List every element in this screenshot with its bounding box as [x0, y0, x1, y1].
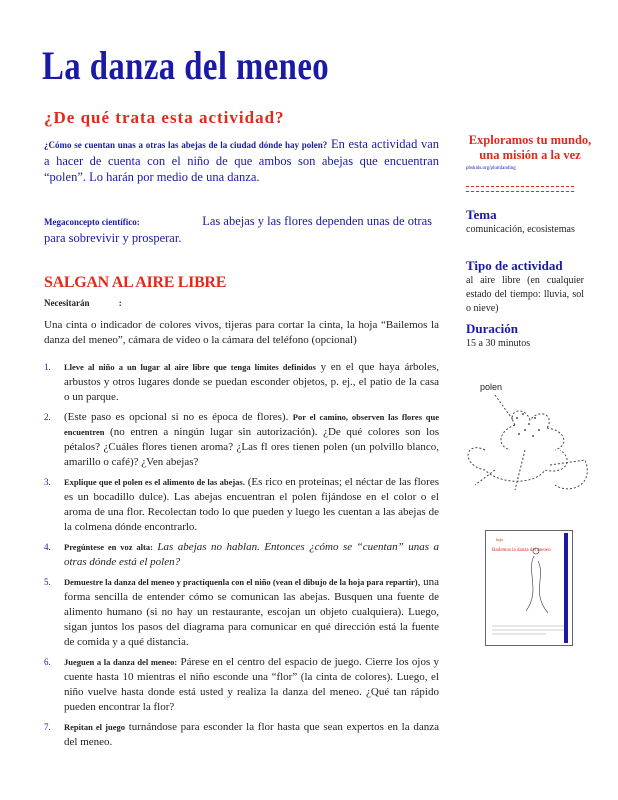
step-item: 4. Pregúntese en voz alta: Las abejas no hablan. Entonces ¿cómo se “cuentan” unas a otras dónde está el polen? [44, 541, 439, 568]
polen-label: polen [480, 382, 503, 392]
thumb-small: hoja [496, 537, 503, 542]
sidebar-title: Exploramos tu mundo, una misión a la vez [468, 133, 592, 162]
activity-question: ¿De qué trata esta actividad? [44, 108, 285, 127]
handout-preview [486, 531, 572, 645]
handout-thumbnail [485, 530, 573, 646]
duracion-label: Duración [466, 321, 518, 336]
needs-label: Necesitarán : [44, 298, 122, 308]
intro-text: En esta actividad van a hacer de cuenta con el niño de que ambos son abejas que encuentran “polen”. Lo harán por medio de una danza. [44, 137, 439, 184]
intro-paragraph [44, 136, 439, 185]
step-item: 2. (Este paso es opcional si no es época de flores). Por el camino, observen las flores que encuentren (no entren a ningún lugar sin autorización). ¿De qué colores son los pétalos? ¿Cuáles flores tienen aroma? ¿Las fl ores tienen polen (un polvillo blanco, amarillo o café)? ¿Ven abejas? [44, 411, 439, 468]
intro-bold: ¿Cómo se cuentan unas a otras las abejas de la ciudad dónde hay polen? [44, 140, 328, 150]
step-item: 1. Lleve al niño a un lugar al aire libre que tenga límites definidos y en el que haya árboles, arbustos y otros lugares donde se puedan esconder objetos, p. ej., el patio de la casa o un parque. [44, 361, 440, 403]
step-item: 3. Explique que el polen es el alimento de las abejas. (Es rico en proteínas; el néctar de las flores es un bocadillo dulce). Las abejas encuentran el polen fijándose en el color o el aroma de una flor. Recolectan todo lo que pueden y luego les cuentan a las abejas de la colmena dónde encontrarlo. [44, 476, 439, 533]
tema-label: Tema [466, 207, 497, 222]
tipo-block [466, 258, 584, 316]
sidebar-url: pbskids.org/plumlanding [466, 166, 516, 171]
duracion-block [466, 321, 586, 351]
tipo-label: Tipo de actividad [466, 258, 563, 273]
tema-block [466, 207, 586, 237]
step-item: 5. Demuestre la danza del meneo y practíquenla con el niño (vean el dibujo de la hoja para repartir), una forma sencilla de entender cómo se comunican las abejas. Busquen una fuente de alimento humano (si no hay un restaurante, escojan un objeto cualquiera). Luego, sigan juntos los pasos del diagrama para comunicar en qué dirección está la fuente de comida y a qué distancia. [44, 576, 439, 648]
page-title: La danza del meneo [42, 43, 330, 88]
thumb-title: Bailemos la danza del meneo [492, 548, 551, 553]
tipo-value: al aire libre (en cualquier estado del tiempo: lluvia, sol o nieve) [466, 275, 584, 314]
tema-value: comunicación, ecosistemas [466, 224, 575, 235]
duracion-value: 15 a 30 minutos [466, 338, 531, 349]
mega-label: Megaconcepto científico: [44, 217, 140, 227]
step-item: 6. Jueguen a la danza del meneo: Párese en el centro del espacio de juego. Cierre los ojos y cuente hasta 10 mientras el niño esconde una “flor” (la cinta de colores). Luego, el niño vuelve hasta donde está usted y realiza la danza del meneo. ¿Qué tan rápido pueden encontrar la flor? [44, 656, 439, 713]
step-item: 7. Repitan el juego turnándose para esconder la flor hasta que sean expertos en la danza del meneo. [44, 721, 439, 748]
sidebar-divider [466, 186, 574, 192]
materials-text: Una cinta o indicador de colores vivos, tijeras para cortar la cinta, la hoja “Bailemos la danza del meneo”, cámara de video o la cámara del teléfono (opcional) [44, 319, 439, 346]
mega-concept [44, 213, 439, 246]
flower-illustration [455, 390, 605, 500]
steps-list [44, 360, 439, 755]
mega-text: Las abejas y las flores dependen unas de otras para sobrevivir y prosperar. [44, 214, 432, 245]
section-title: SALGAN AL AIRE LIBRE [44, 274, 227, 291]
